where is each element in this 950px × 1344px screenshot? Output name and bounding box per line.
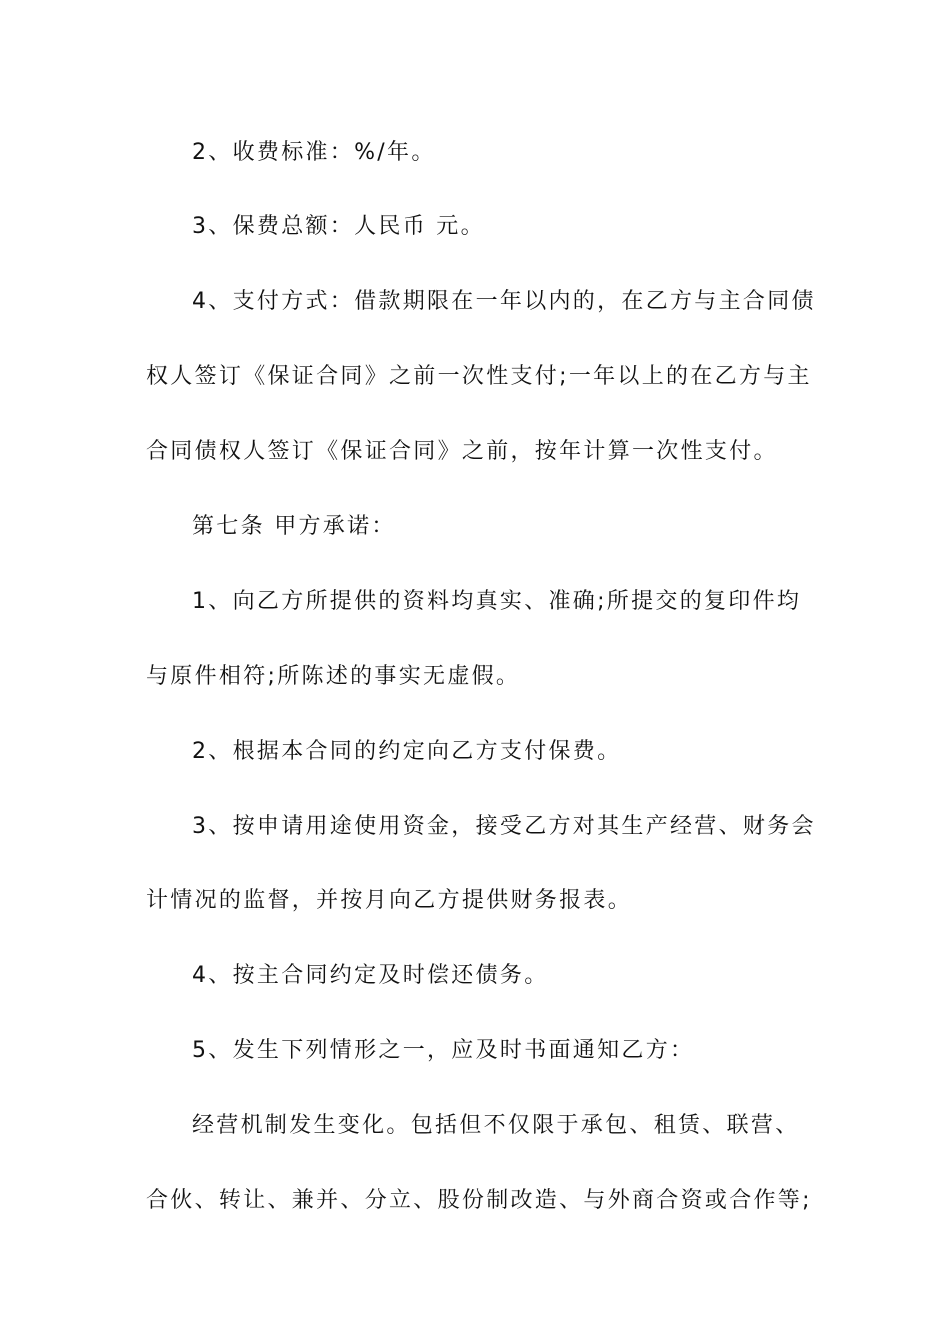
commitment-2: 2、根据本合同的约定向乙方支付保费。 [192,739,622,764]
clause-payment-method-line-3: 合同债权人签订《保证合同》之前，按年计算一次性支付。 [146,439,778,464]
clause-fee-rate: 2、收费标准：%/年。 [192,140,436,165]
commitment-5: 5、发生下列情形之一，应及时书面通知乙方： [192,1038,695,1063]
situation-line-2: 合伙、转让、兼并、分立、股份制改造、与外商合资或合作等; [146,1188,812,1213]
commitment-4: 4、按主合同约定及时偿还债务。 [192,963,549,988]
clause-payment-method-line-2: 权人签订《保证合同》之前一次性支付;一年以上的在乙方与主 [146,364,812,389]
commitment-1-line-2: 与原件相符;所陈述的事实无虚假。 [146,664,521,689]
commitment-3-line-2: 计情况的监督，并按月向乙方提供财务报表。 [146,888,633,913]
clause-payment-method-line-1: 4、支付方式：借款期限在一年以内的，在乙方与主合同债 [192,289,816,314]
commitment-1-line-1: 1、向乙方所提供的资料均真实、准确;所提交的复印件均 [192,589,802,614]
commitment-3-line-1: 3、按申请用途使用资金，接受乙方对其生产经营、财务会 [192,814,816,839]
clause-fee-total: 3、保费总额：人民币 元。 [192,214,485,239]
article-seven-heading: 第七条 甲方承诺： [192,514,396,539]
situation-line-1: 经营机制发生变化。包括但不仅限于承包、租赁、联营、 [192,1113,800,1138]
